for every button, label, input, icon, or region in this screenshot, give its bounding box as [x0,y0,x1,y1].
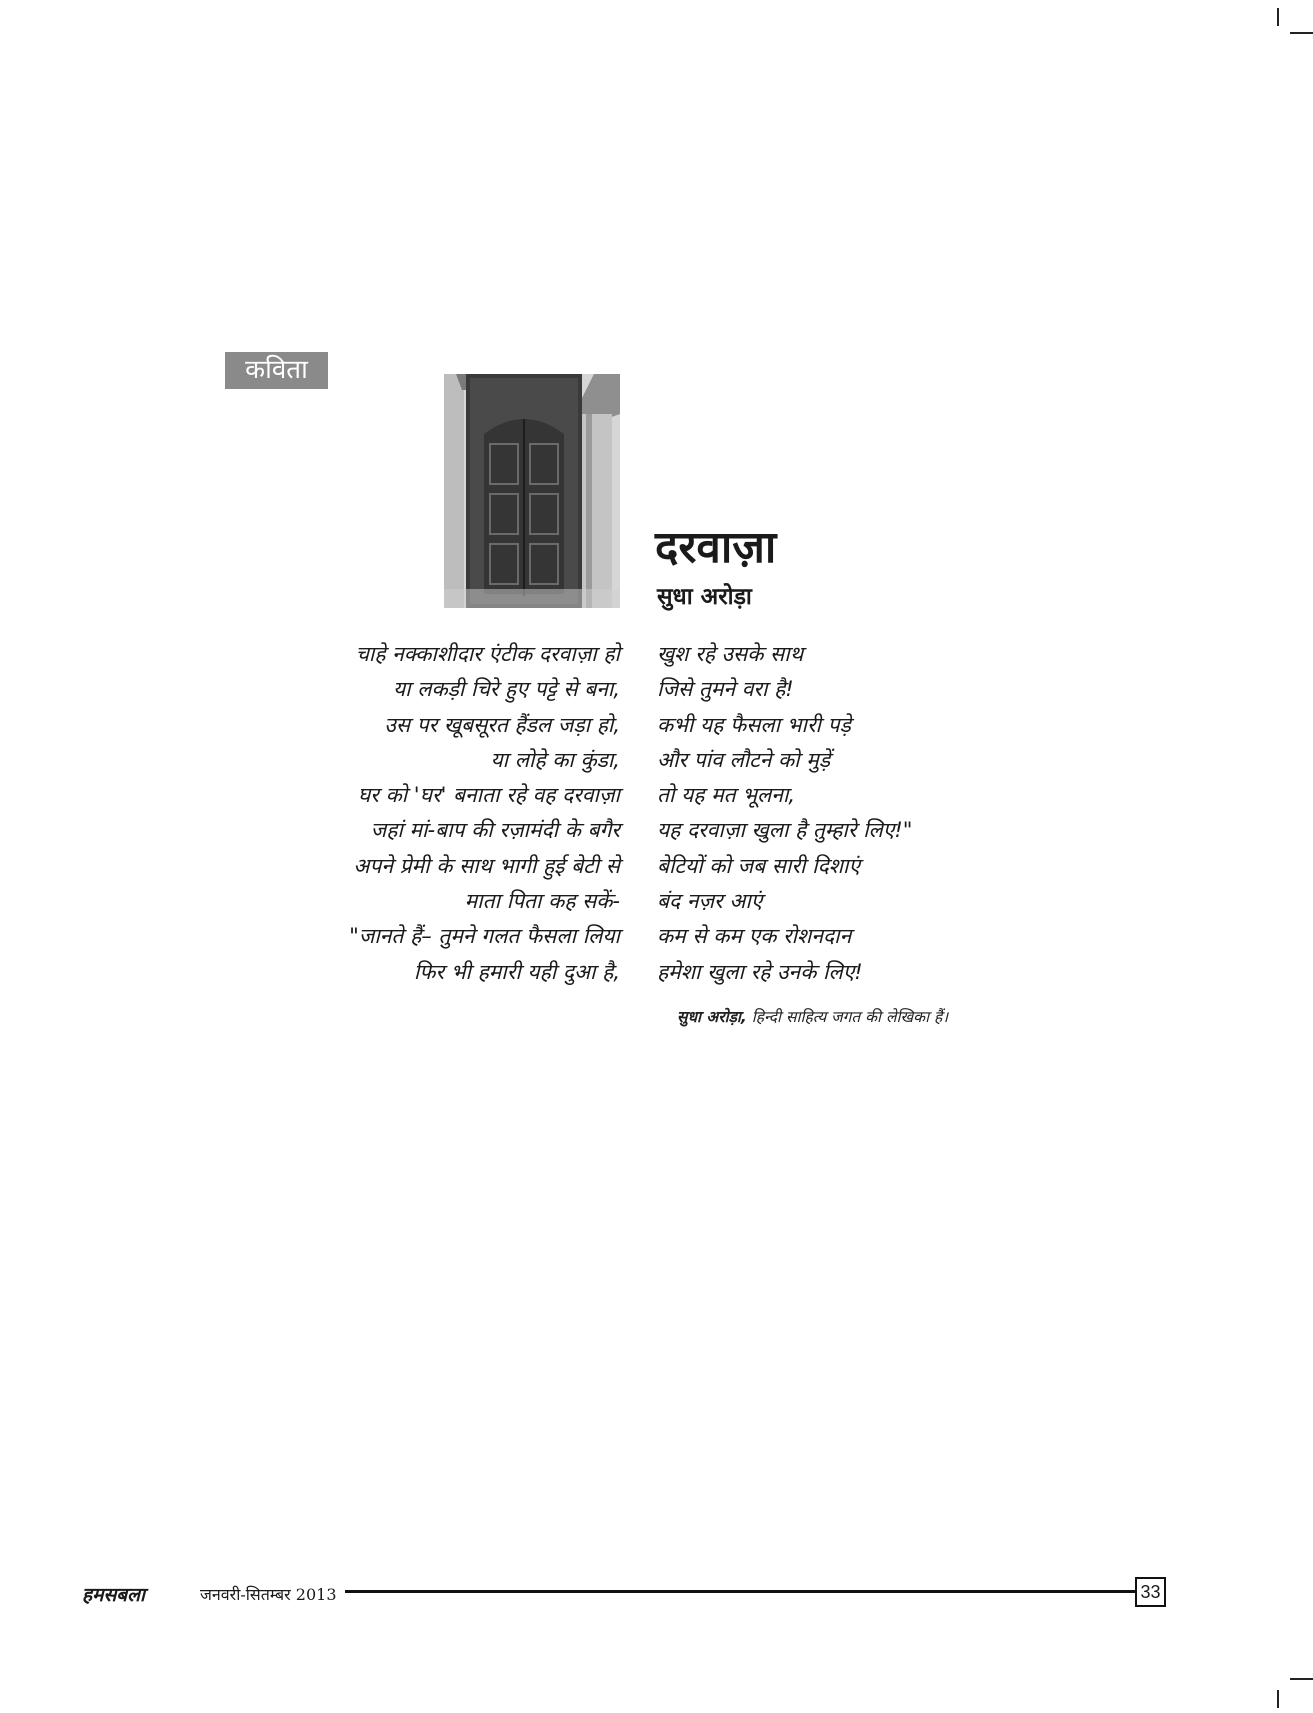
poem-line: बंद नज़र आएं [657,889,763,914]
poem-line: या लोहे का कुंडा, [490,747,620,772]
poem-line: जिसे तुमने वरा है! [657,677,794,702]
poem-line: कभी यह फैसला भारी पड़े [657,712,851,737]
author-bio [677,1005,948,1027]
section-tag: कविता [225,352,328,389]
crop-mark [1290,32,1313,34]
door-photo [444,374,620,608]
poem-title: दरवाज़ा [655,522,777,573]
footer-rule [345,1590,1135,1593]
poem-line: खुश रहे उसके साथ [657,642,804,666]
issue-date: जनवरी-सितम्बर 2013 [200,1585,337,1604]
poem-line: फिर भी हमारी यही दुआ है, [413,959,620,984]
poem-line: बेटियों को जब सारी दिशाएं [657,853,861,878]
poem-line: "जानते हैं– तुमने गलत फैसला लिया [349,924,620,949]
poem-line: कम से कम एक रोशनदान [657,924,852,949]
poem-line: या लकड़ी चिरे हुए पट्टे से बना, [393,677,620,702]
crop-mark [1277,8,1279,26]
crop-mark [1290,1678,1313,1680]
poem-line: और पांव लौटने को मुड़ें [657,747,831,772]
poem-line: यह दरवाज़ा खुला है तुम्हारे लिए!" [657,818,913,843]
poem-line: माता पिता कह सकें- [464,889,620,914]
poem-author: सुधा अरोड़ा [657,584,752,610]
poem-right-column [657,637,912,990]
poem-line: अपने प्रेमी के साथ भागी हुई बेटी से [353,853,620,878]
poem-line: उस पर खूबसूरत हैंडल जड़ा हो, [384,712,620,737]
poem-left-column [349,637,620,990]
crop-mark [1277,1690,1279,1708]
poem-line: तो यह मत भूलना, [657,783,796,808]
poem-line: जहां मां-बाप की रज़ामंदी के बगैर [370,818,620,843]
poem-line: चाहे नक्काशीदार एंटीक दरवाज़ा हो [355,642,620,666]
author-bio-text: हिन्दी साहित्य जगत की लेखिका हैं। [751,1008,949,1026]
page-number: 33 [1135,1577,1166,1607]
poem-line: घर को 'घर' बनाता रहे वह दरवाज़ा [357,783,620,808]
author-bio-name: सुधा अरोड़ा, [677,1008,747,1026]
magazine-logo: हमसबला [82,1584,145,1606]
poem-line: हमेशा खुला रहे उनके लिए! [657,959,863,984]
